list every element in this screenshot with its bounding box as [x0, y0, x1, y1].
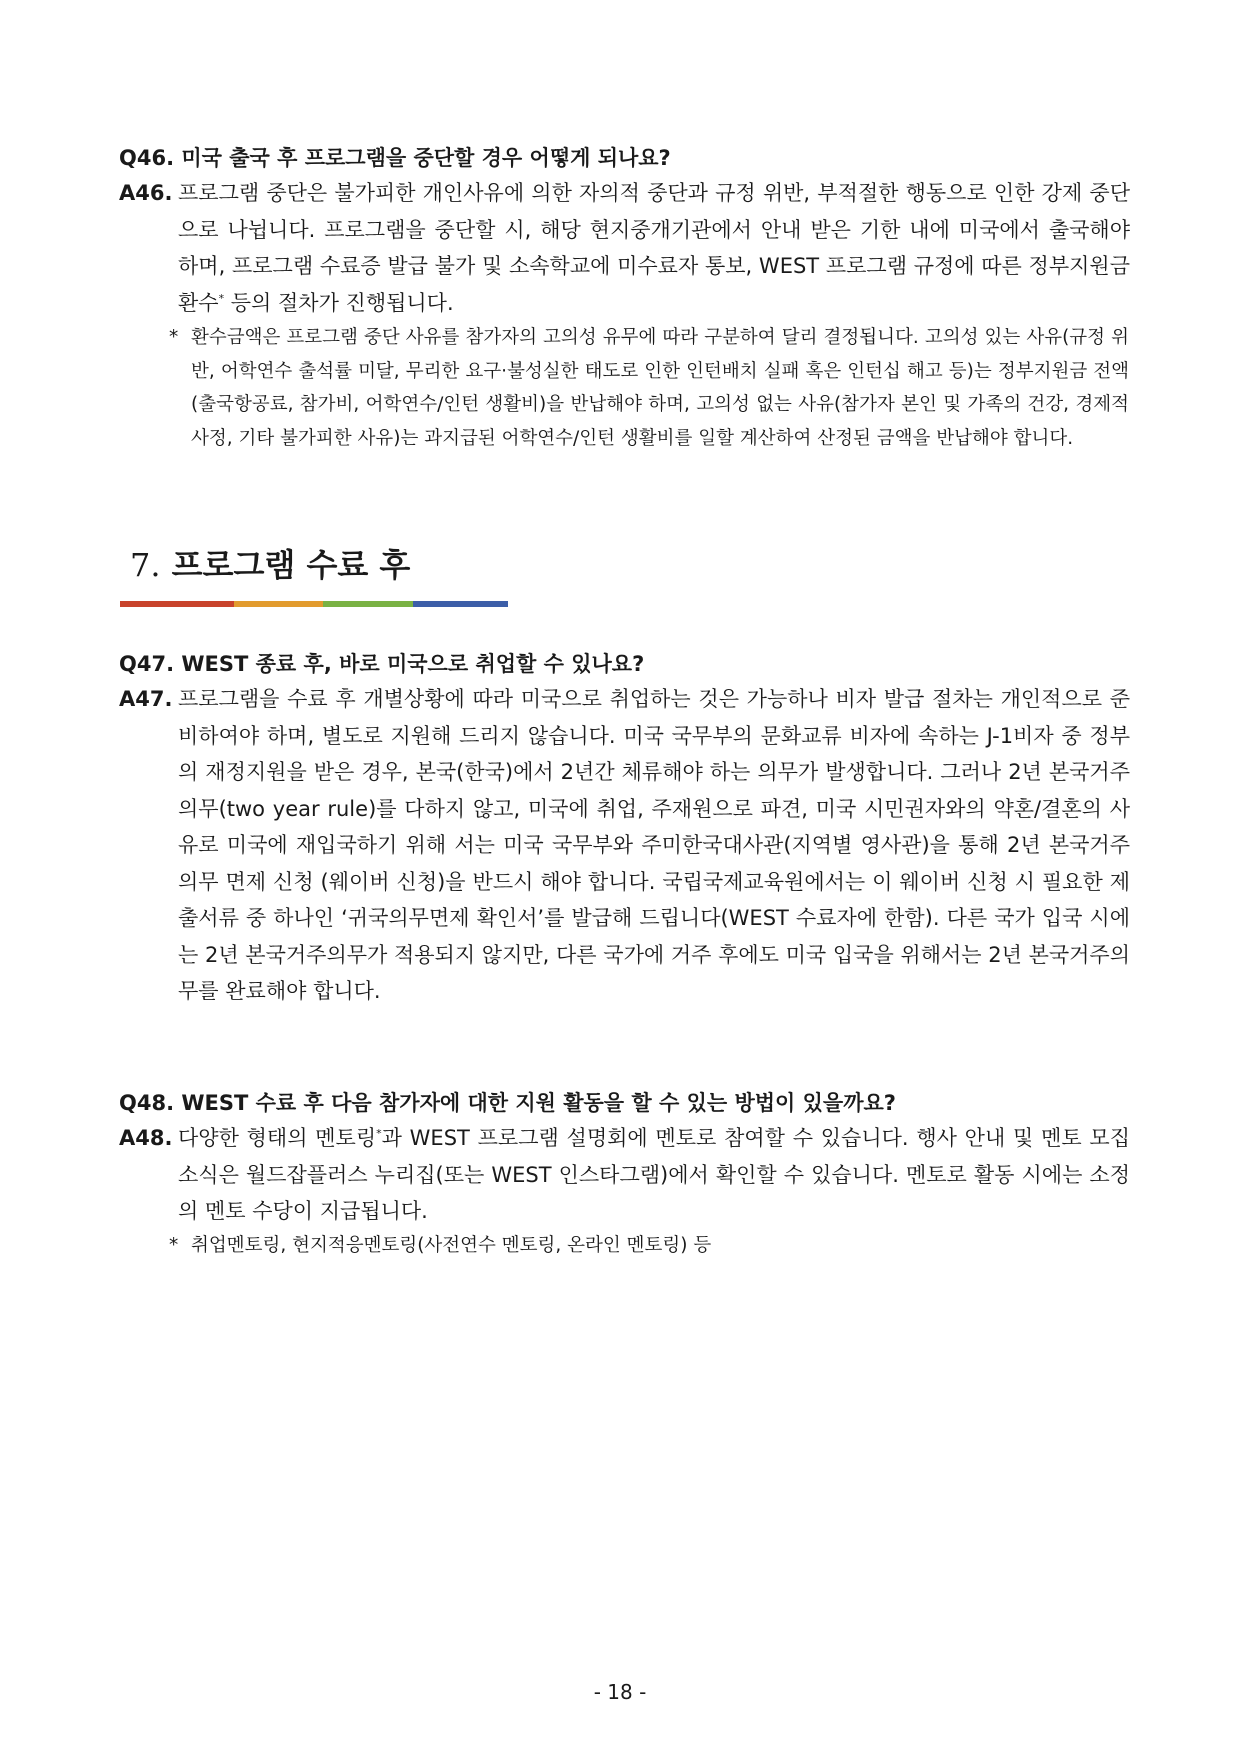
answer-text	[178, 1120, 1130, 1230]
page-number: - 18 -	[593, 1680, 647, 1704]
answer-label: A46.	[119, 181, 173, 205]
section-rule-orange	[234, 601, 323, 607]
footnote-marker: *	[376, 1127, 382, 1140]
footnote-text: 취업멘토링, 현지적응멘토링(사전연수 멘토링, 온라인 멘토링) 등	[191, 1235, 712, 1256]
answer-a48	[119, 1120, 1130, 1230]
footnote-mark: *	[169, 1235, 179, 1256]
answer-text: 프로그램을 수료 후 개별상황에 따라 미국으로 취업하는 것은 가능하나 비자 발급 절차는 개인적으로 준비하여야 하며, 별도로 지원해 드리지 않습니다. 미국 국무부의 문화교류 비자에 속하는 J-1비자 중 정부의 재정지원을 받은 경우, 본국(한국)에서 2년간 체류해야 하는 의무가 발생합니다. 그러나 2년 본국거주의무(two year rule)를 다하지 않고, 미국에 취업, 주재원으로 파견, 미국 시민권자와의 약혼/결혼의 사유로 미국에 재입국하기 위해 서는 미국 국무부와 주미한국대사관(지역별 영사관)을 통해 2년 본국거주의무 면제 신청 (웨이버 신청)을 반드시 해야 합니다. 국립국제교육원에서는 이 웨이버 신청 시 필요한 제출서류 중 하나인 ‘귀국의무면제 확인서’를 발급해 드립니다(WEST 수료자에 한함). 다른 국가 입국 시에는 2년 본국거주의무가 적용되지 않지만, 다른 국가에 거주 후에도 미국 입국을 위해서는 2년 본국거주의무를 완료해야 합니다.	[178, 687, 1130, 1003]
footnote-q48	[169, 1229, 1129, 1263]
question-text: 미국 출국 후 프로그램을 중단할 경우 어떻게 되나요?	[181, 146, 671, 170]
answer-text-part: 다양한 형태의 멘토링	[178, 1126, 377, 1150]
question-text: WEST 수료 후 다음 참가자에 대한 지원 활동을 할 수 있는 방법이 있을까요?	[181, 1091, 896, 1115]
question-q47	[119, 646, 1129, 682]
question-q46	[119, 140, 1129, 176]
answer-label: A47.	[119, 687, 173, 711]
section-rule-red	[120, 601, 234, 607]
footnote-mark: *	[169, 327, 179, 348]
footnote-marker: *	[218, 291, 225, 305]
section-heading	[130, 543, 410, 587]
question-label: Q48.	[119, 1091, 175, 1115]
question-label: Q46.	[119, 146, 175, 170]
question-q48	[119, 1085, 1129, 1121]
answer-text	[178, 175, 1130, 321]
answer-text-part: 프로그램 중단은 불가피한 개인사유에 의한 자의적 중단과 규정 위반, 부적절한 행동으로 인한 강제 중단으로 나뉩니다. 프로그램을 중단할 시, 해당 현지중개기관에서 안내 받은 기한 내에 미국에서 출국해야 하며, 프로그램 수료증 발급 불가 및 소속학교에 미수료자 통보, WEST 프로그램 규정에 따른 정부지원금 환수	[178, 181, 1130, 315]
section-title: 프로그램 수료 후	[171, 546, 411, 584]
answer-text-part: 등의 절차가 진행됩니다.	[224, 290, 454, 315]
answer-a47	[119, 681, 1130, 1010]
answer-label: A48.	[119, 1126, 173, 1150]
question-text: WEST 종료 후, 바로 미국으로 취업할 수 있나요?	[181, 652, 645, 676]
footnote-text: 환수금액은 프로그램 중단 사유를 참가자의 고의성 유무에 따라 구분하여 달리 결정됩니다. 고의성 있는 사유(규정 위반, 어학연수 출석률 미달, 무리한 요구·불성실한 태도로 인한 인턴배치 실패 혹은 인턴십 해고 등)는 정부지원금 전액(출국항공료, 참가비, 어학연수/인턴 생활비)을 반납해야 하며, 고의성 없는 사유(참가자 본인 및 가족의 건강, 경제적 사정, 기타 불가피한 사유)는 과지급된 어학연수/인턴 생활비를 일할 계산하여 산정된 금액을 반납해야 합니다.	[191, 327, 1129, 449]
answer-text-part: 과 WEST 프로그램 설명회에 멘토로 참여할 수 있습니다. 행사 안내 및 멘토 모집 소식은 월드잡플러스 누리집(또는 WEST 인스타그램)에서 확인할 수 있습니다. 멘토로 활동 시에는 소정의 멘토 수당이 지급됩니다.	[178, 1126, 1130, 1223]
question-label: Q47.	[119, 652, 175, 676]
section-rule-blue	[413, 601, 508, 607]
section-number: 7.	[130, 546, 161, 584]
footnote-q46	[169, 321, 1129, 455]
answer-a46	[119, 175, 1130, 321]
section-rule-green	[323, 601, 413, 607]
